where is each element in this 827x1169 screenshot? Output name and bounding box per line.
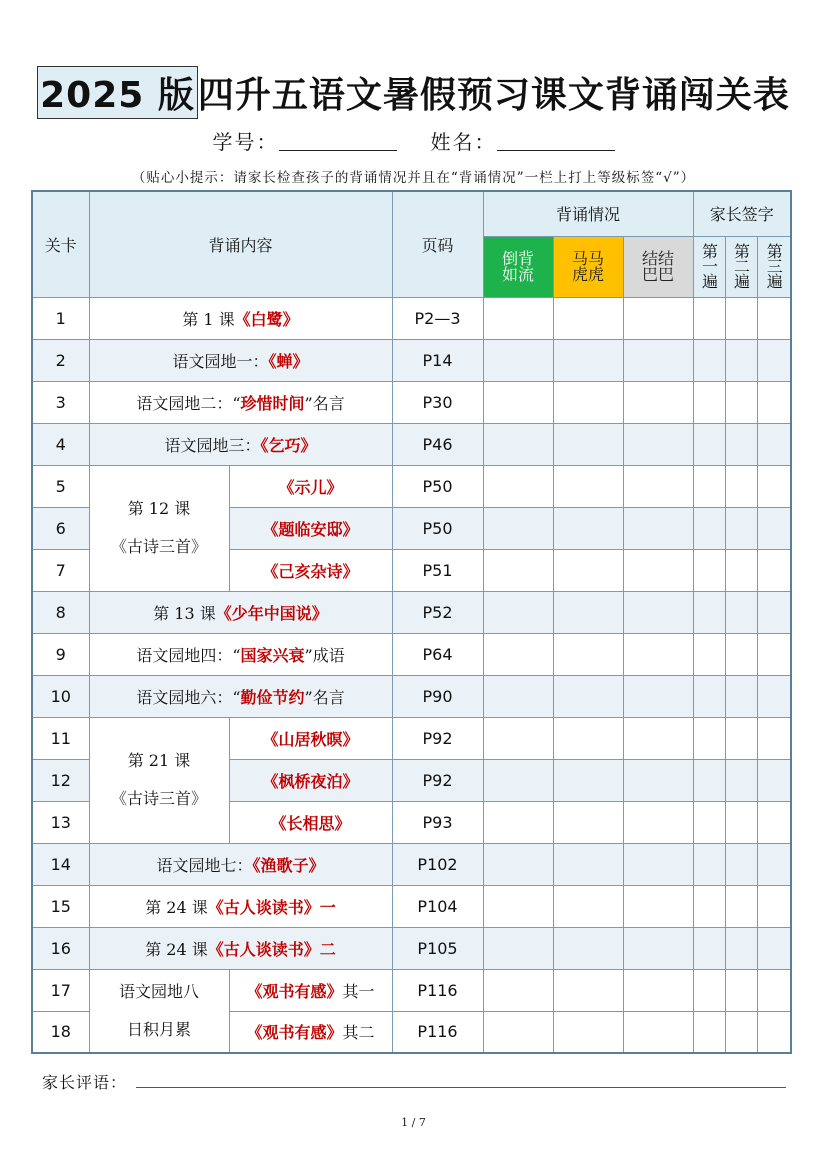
sign-cell[interactable] — [693, 633, 725, 675]
sign-cell[interactable] — [693, 423, 725, 465]
pass-second: 第二遍 — [725, 236, 757, 297]
student-no-label: 学号： — [212, 130, 279, 154]
check-cell[interactable] — [553, 507, 623, 549]
sign-cell[interactable] — [725, 507, 757, 549]
sign-cell[interactable] — [757, 969, 791, 1011]
pass-third: 第三遍 — [757, 236, 791, 297]
sign-cell[interactable] — [757, 507, 791, 549]
sign-cell[interactable] — [725, 717, 757, 759]
sign-cell[interactable] — [693, 717, 725, 759]
check-cell[interactable] — [623, 927, 693, 969]
sign-cell[interactable] — [725, 1011, 757, 1053]
page-number: P102 — [392, 843, 483, 885]
sign-cell[interactable] — [757, 423, 791, 465]
table-row — [32, 465, 791, 507]
sign-cell[interactable] — [693, 759, 725, 801]
table-row — [32, 927, 791, 969]
check-cell[interactable] — [483, 549, 553, 591]
row-number: 2 — [32, 339, 89, 381]
sign-cell[interactable] — [757, 843, 791, 885]
page-indicator: 1 / 7 — [401, 1116, 426, 1129]
sign-cell[interactable] — [693, 465, 725, 507]
recite-content: 第 24 课《古人谈读书》二 — [89, 927, 392, 969]
check-cell[interactable] — [623, 675, 693, 717]
recite-content: 《题临安邸》 — [229, 507, 392, 549]
sign-cell[interactable] — [693, 675, 725, 717]
sign-cell[interactable] — [757, 297, 791, 339]
sign-cell[interactable] — [693, 927, 725, 969]
recite-content: 《枫桥夜泊》 — [229, 759, 392, 801]
status-fluent: 倒背如流 — [483, 236, 553, 297]
sign-cell[interactable] — [757, 1011, 791, 1053]
recite-content: 语文园地六：“勤俭节约”名言 — [89, 675, 392, 717]
check-cell[interactable] — [553, 297, 623, 339]
sign-cell[interactable] — [725, 759, 757, 801]
page-number: P105 — [392, 927, 483, 969]
page-number: P50 — [392, 465, 483, 507]
page-number: P2—3 — [392, 297, 483, 339]
row-number: 14 — [32, 843, 89, 885]
check-cell[interactable] — [553, 675, 623, 717]
sign-cell[interactable] — [693, 801, 725, 843]
page-number: P30 — [392, 381, 483, 423]
sign-cell[interactable] — [693, 591, 725, 633]
sign-cell[interactable] — [725, 675, 757, 717]
table-row — [32, 423, 791, 465]
sign-cell[interactable] — [725, 969, 757, 1011]
row-number: 17 — [32, 969, 89, 1011]
title-text: 四升五语文暑假预习课文背诵闯关表 — [197, 75, 790, 116]
check-cell[interactable] — [623, 423, 693, 465]
sign-cell[interactable] — [757, 591, 791, 633]
row-number: 12 — [32, 759, 89, 801]
edition-year: 2025 版 — [37, 66, 198, 119]
check-cell[interactable] — [483, 801, 553, 843]
parent-comment-label: 家长评语： — [42, 1073, 128, 1092]
row-number: 3 — [32, 381, 89, 423]
sign-cell[interactable] — [757, 885, 791, 927]
check-cell[interactable] — [483, 759, 553, 801]
check-cell[interactable] — [483, 423, 553, 465]
page-number: P14 — [392, 339, 483, 381]
row-number: 13 — [32, 801, 89, 843]
sign-cell[interactable] — [757, 381, 791, 423]
check-cell[interactable] — [553, 885, 623, 927]
table-row — [32, 591, 791, 633]
sign-cell[interactable] — [693, 843, 725, 885]
recite-content: 第 24 课《古人谈读书》一 — [89, 885, 392, 927]
check-cell[interactable] — [623, 507, 693, 549]
sign-cell[interactable] — [757, 549, 791, 591]
sign-cell[interactable] — [693, 549, 725, 591]
lesson-group-21: 第 21 课 《古诗三首》 — [89, 717, 229, 843]
recite-content: 第 1 课《白鹭》 — [89, 297, 392, 339]
check-cell[interactable] — [553, 759, 623, 801]
recite-content: 第 13 课《少年中国说》 — [89, 591, 392, 633]
page-number: P93 — [392, 801, 483, 843]
sign-cell[interactable] — [757, 927, 791, 969]
check-cell[interactable] — [553, 633, 623, 675]
header-content: 背诵内容 — [89, 191, 392, 297]
header-level: 关卡 — [32, 191, 89, 297]
sign-cell[interactable] — [693, 339, 725, 381]
sign-cell[interactable] — [757, 801, 791, 843]
header-parent-sign: 家长签字 — [693, 191, 791, 236]
check-cell[interactable] — [553, 1011, 623, 1053]
sign-cell[interactable] — [725, 297, 757, 339]
check-cell[interactable] — [553, 717, 623, 759]
check-cell[interactable] — [553, 423, 623, 465]
page-number: P104 — [392, 885, 483, 927]
recite-content: 语文园地二：“珍惜时间”名言 — [89, 381, 392, 423]
sign-cell[interactable] — [757, 633, 791, 675]
recite-content: 语文园地一：《蝉》 — [89, 339, 392, 381]
sign-cell[interactable] — [725, 549, 757, 591]
recite-content: 《己亥杂诗》 — [229, 549, 392, 591]
row-number: 18 — [32, 1011, 89, 1053]
sign-cell[interactable] — [725, 885, 757, 927]
check-cell[interactable] — [553, 969, 623, 1011]
check-cell[interactable] — [553, 591, 623, 633]
sign-cell[interactable] — [693, 381, 725, 423]
header-page: 页码 — [392, 191, 483, 297]
check-cell[interactable] — [553, 339, 623, 381]
page-title — [0, 66, 827, 119]
sign-cell[interactable] — [725, 843, 757, 885]
sign-cell[interactable] — [725, 381, 757, 423]
check-cell[interactable] — [483, 927, 553, 969]
row-number: 16 — [32, 927, 89, 969]
check-cell[interactable] — [483, 633, 553, 675]
table-row — [32, 633, 791, 675]
check-cell[interactable] — [623, 717, 693, 759]
check-cell[interactable] — [623, 1011, 693, 1053]
check-cell[interactable] — [483, 885, 553, 927]
row-number: 8 — [32, 591, 89, 633]
check-cell[interactable] — [483, 843, 553, 885]
check-cell[interactable] — [623, 633, 693, 675]
check-cell[interactable] — [483, 507, 553, 549]
check-cell[interactable] — [483, 465, 553, 507]
check-cell[interactable] — [553, 465, 623, 507]
page-number: P46 — [392, 423, 483, 465]
sign-cell[interactable] — [725, 633, 757, 675]
page-number: P116 — [392, 1011, 483, 1053]
check-cell[interactable] — [483, 717, 553, 759]
check-cell[interactable] — [623, 759, 693, 801]
recite-content: 语文园地七：《渔歌子》 — [89, 843, 392, 885]
sign-cell[interactable] — [693, 969, 725, 1011]
table-row — [32, 885, 791, 927]
table-row — [32, 717, 791, 759]
check-cell[interactable] — [483, 969, 553, 1011]
recite-content: 《观书有感》其二 — [229, 1011, 392, 1053]
student-info-line — [0, 126, 827, 155]
lesson-group-garden-8: 语文园地八 日积月累 — [89, 969, 229, 1053]
check-cell[interactable] — [623, 969, 693, 1011]
status-stumbling: 结结巴巴 — [623, 236, 693, 297]
sign-cell[interactable] — [725, 591, 757, 633]
sign-cell[interactable] — [725, 423, 757, 465]
page-number: P50 — [392, 507, 483, 549]
recite-content: 语文园地三：《乞巧》 — [89, 423, 392, 465]
row-number: 1 — [32, 297, 89, 339]
recite-content: 《示儿》 — [229, 465, 392, 507]
table-row — [32, 969, 791, 1011]
lesson-group-12: 第 12 课 《古诗三首》 — [89, 465, 229, 591]
page-number: P51 — [392, 549, 483, 591]
check-cell[interactable] — [483, 675, 553, 717]
check-cell[interactable] — [483, 339, 553, 381]
page-number: P92 — [392, 717, 483, 759]
row-number: 7 — [32, 549, 89, 591]
row-number: 10 — [32, 675, 89, 717]
check-cell[interactable] — [623, 381, 693, 423]
parent-comment-field[interactable] — [136, 1087, 786, 1088]
recite-content: 《观书有感》其一 — [229, 969, 392, 1011]
check-cell[interactable] — [553, 801, 623, 843]
check-cell[interactable] — [483, 297, 553, 339]
sign-cell[interactable] — [693, 1011, 725, 1053]
hint-text: （贴心小提示：请家长检查孩子的背诵情况并且在“背诵情况”一栏上打上等级标签“√”） — [131, 170, 696, 186]
name-field[interactable] — [497, 130, 615, 151]
row-number: 5 — [32, 465, 89, 507]
check-cell[interactable] — [553, 843, 623, 885]
check-cell[interactable] — [483, 1011, 553, 1053]
check-cell[interactable] — [623, 339, 693, 381]
table-row — [32, 843, 791, 885]
check-cell[interactable] — [553, 549, 623, 591]
page-number: P116 — [392, 969, 483, 1011]
check-cell[interactable] — [623, 465, 693, 507]
check-cell[interactable] — [623, 801, 693, 843]
page-number: P52 — [392, 591, 483, 633]
recitation-table — [31, 190, 792, 1054]
sign-cell[interactable] — [693, 507, 725, 549]
page-number: P64 — [392, 633, 483, 675]
table-row — [32, 381, 791, 423]
recite-content: 《山居秋暝》 — [229, 717, 392, 759]
check-cell[interactable] — [623, 549, 693, 591]
check-cell[interactable] — [483, 381, 553, 423]
row-number: 6 — [32, 507, 89, 549]
page-number: P92 — [392, 759, 483, 801]
name-label: 姓名： — [430, 130, 497, 154]
status-so-so: 马马虎虎 — [553, 236, 623, 297]
row-number: 11 — [32, 717, 89, 759]
check-cell[interactable] — [623, 843, 693, 885]
sign-cell[interactable] — [725, 801, 757, 843]
sign-cell[interactable] — [757, 717, 791, 759]
row-number: 4 — [32, 423, 89, 465]
check-cell[interactable] — [553, 381, 623, 423]
header-recite-status: 背诵情况 — [483, 191, 693, 236]
student-no-field[interactable] — [279, 130, 397, 151]
sign-cell[interactable] — [725, 465, 757, 507]
sign-cell[interactable] — [757, 759, 791, 801]
sign-cell[interactable] — [757, 465, 791, 507]
check-cell[interactable] — [623, 885, 693, 927]
page-number: P90 — [392, 675, 483, 717]
sign-cell[interactable] — [693, 885, 725, 927]
sign-cell[interactable] — [725, 339, 757, 381]
sign-cell[interactable] — [725, 927, 757, 969]
row-number: 15 — [32, 885, 89, 927]
check-cell[interactable] — [623, 297, 693, 339]
recite-content: 《长相思》 — [229, 801, 392, 843]
check-cell[interactable] — [623, 591, 693, 633]
table-row — [32, 339, 791, 381]
recite-content: 语文园地四：“国家兴衰”成语 — [89, 633, 392, 675]
sign-cell[interactable] — [757, 675, 791, 717]
pass-first: 第一遍 — [693, 236, 725, 297]
check-cell[interactable] — [483, 591, 553, 633]
sign-cell[interactable] — [693, 297, 725, 339]
table-row — [32, 297, 791, 339]
table-row — [32, 675, 791, 717]
row-number: 9 — [32, 633, 89, 675]
check-cell[interactable] — [553, 927, 623, 969]
sign-cell[interactable] — [757, 339, 791, 381]
